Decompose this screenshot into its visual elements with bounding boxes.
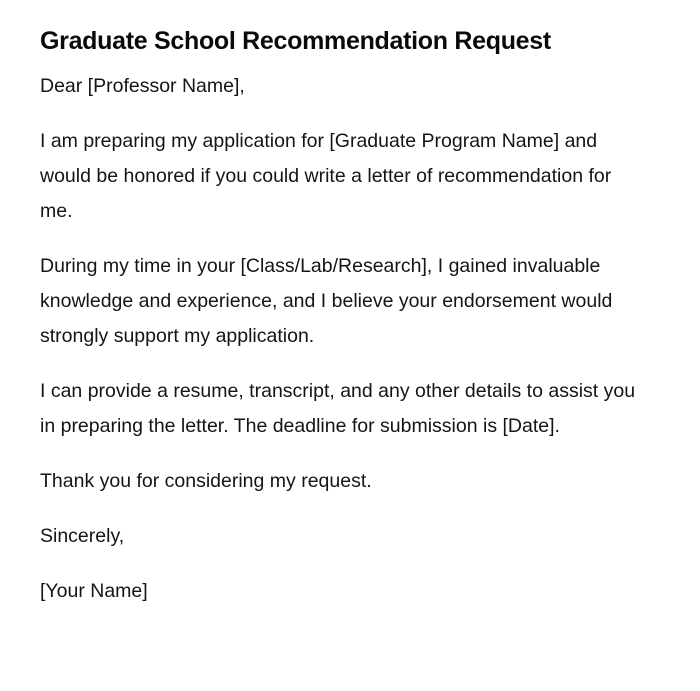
- paragraph-materials: I can provide a resume, transcript, and any other details to assist you in preparing the letter. The deadline for submission is [Date].: [40, 380, 636, 437]
- signature: [Your Name]: [40, 580, 148, 602]
- letter-body: [40, 69, 640, 629]
- paragraph-request: I am preparing my application for [Graduate Program Name] and would be honored if you could write a letter of recommendation for me.: [40, 130, 612, 222]
- salutation: Dear [Professor Name],: [40, 75, 245, 97]
- paragraph-thanks: Thank you for considering my request.: [40, 470, 372, 492]
- document-title: Graduate School Recommendation Request: [40, 27, 551, 55]
- paragraph-experience: During my time in your [Class/Lab/Research], I gained invaluable knowledge and experience, and I believe your endorsement would strongly support my application.: [40, 255, 613, 347]
- closing: Sincerely,: [40, 525, 125, 547]
